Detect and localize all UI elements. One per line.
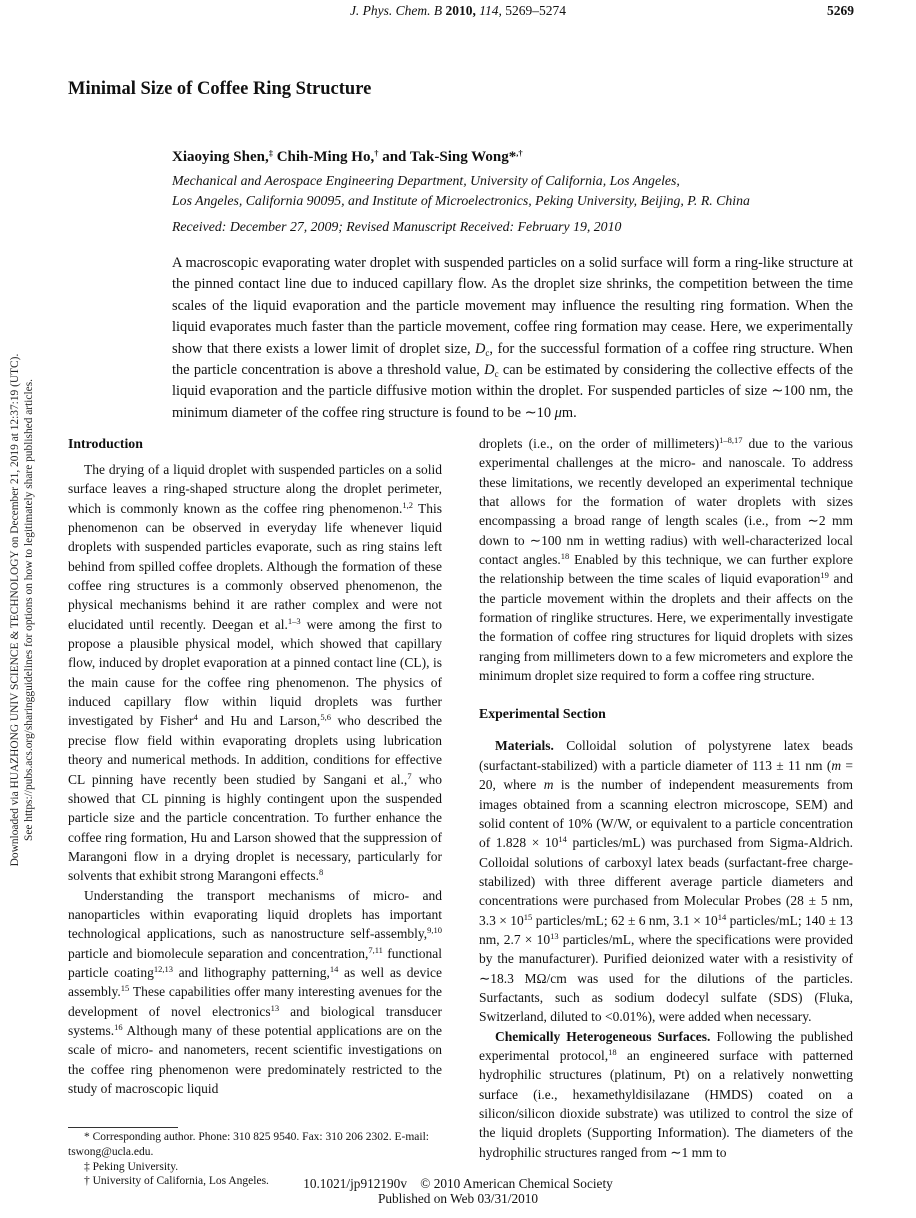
superscript: 5,6 — [320, 712, 331, 723]
watermark-line: Downloaded via HUAZHONG UNIV SCIENCE & TECHNOLOGY on December 21, 2019 at 12:37:19 (UTC). — [9, 353, 21, 867]
bold-run-in-heading: Materials. — [495, 738, 554, 754]
journal-pages: 5269–5274 — [505, 3, 567, 18]
footnote: * Corresponding author. Phone: 310 825 9540. Fax: 310 206 2302. E-mail: tswong@ucla.edu. — [68, 1131, 429, 1158]
copyright: © 2010 American Chemical Society — [420, 1176, 613, 1191]
bold-run-in-heading: Chemically Heterogeneous Surfaces. — [495, 1028, 711, 1044]
download-watermark — [8, 300, 36, 920]
superscript: † — [374, 148, 379, 158]
superscript: 1,2 — [402, 499, 414, 510]
superscript: 7,11 — [368, 944, 383, 955]
superscript: 1–8,17 — [719, 435, 743, 445]
author-list: Xiaoying Shen,‡ Chih-Ming Ho,† and Tak-Sing Wong*,† — [172, 148, 523, 165]
footnote: ‡ Peking University. — [84, 1160, 179, 1173]
running-head — [0, 3, 916, 19]
superscript: 9,10 — [427, 925, 442, 936]
italic-text: D — [484, 362, 495, 379]
footnote-rule — [68, 1127, 178, 1128]
received-dates: Received: December 27, 2009; Revised Manuscript Received: February 19, 2010 — [172, 219, 622, 234]
superscript: 14 — [558, 834, 567, 845]
section-heading-experimental: Experimental Section — [479, 706, 606, 722]
italic-text: D — [475, 340, 486, 357]
italic-text: μ — [554, 404, 562, 421]
superscript: 18 — [608, 1046, 617, 1057]
journal-name: J. Phys. Chem. B — [349, 3, 443, 18]
superscript: 8 — [318, 867, 324, 878]
paragraph: Understanding the transport mechanisms of micro- and nanoparticles within evaporating liquid droplets has important technological applications, such as nanostructure self-assembly,$^{9,10}$ particle and biomolecule separation and concentration,$^{7,11}$ functional particle coating$^{12,13}$ and lithography patterning,$^{14}$ as well as device assembly.$^{15}$ These capabilities offer many interesting avenues for the development of novel electronics$^{13}$ and biological transducer systems.$^{16}$ Although many of these potential applications are on the scale of micro- and nanometers, recent scientific investigations on the coffee ring phenomenon were predominately restricted to the study of macroscopic liquid — [68, 887, 443, 1096]
abstract: A macroscopic evaporating water droplet with suspended particles on a solid surface will form a ring-like structure at the pinned contact line due to induced capillary flow. As the droplet size shrinks, the competition between the time scales of the liquid evaporation and the particle movement may influence the resulting ring formation. When the liquid evaporates much faster than the particle movement, coffee ring formation may cease. Here, we experimentally show that there exists a lower limit of droplet size, $D_c$, for the successful formation of a coffee ring structure. When the particle concentration is above a threshold value, $D_c$ can be estimated by considering the collective effects of the liquid evaporation and the particle diffusive motion within the droplet. For suspended particles of size ∼100 nm, the minimum diameter of the coffee ring structure is found to be ∼10 μm. — [172, 255, 854, 421]
affiliation-line: Los Angeles, California 90095, and Institute of Microelectronics, Peking University, Beijing, P. R. China — [172, 193, 750, 208]
paragraph: The drying of a liquid droplet with suspended particles on a solid surface leaves a ring-shaped structure along the droplet perimeter, which is commonly known as the coffee ring phenomenon.$^{1,2}$ This phenomenon can be observed in everyday life whenever liquid droplets with suspended particles evaporate, such as ring stains left behind from spilled coffee droplets. Although the formation of these coffee ring structures is a commonly observed phenomenon, the physical mechanisms behind it are rather complex and were not elucidated until recently. Deegan et al.$^{1-3}$ were among the first to propose a plausible physical model, which showed that capillary flow, induced by droplet evaporation at a pinned contact line (CL), is the main cause for the coffee ring phenomenon. The physics of induced capillary flow within liquid droplets was further investigated by Fisher$^4$ and Hu and Larson,$^{5,6}$ who described the precise flow field within evaporating droplets using lubrication theory and numerical methods. In addition, conditions for effective CL pinning have recently been studied by Sangani et al.,$^7$ who showed that CL pinning is highly contingent upon the suspended particle size and the particle concentration. To further enhance the coffee ring formation, Hu and Larson showed that the suppression of Marangoni flow in a drying droplet is necessary, particularly for solvents that exhibit strong Marangoni effects.$^8$ — [68, 462, 443, 884]
superscript: 14 — [329, 963, 339, 974]
affiliation-line: Mechanical and Aerospace Engineering Department, University of California, Los Angeles, — [172, 173, 680, 188]
superscript: 15 — [523, 911, 533, 922]
paragraph: Chemically Heterogeneous Surfaces. Following the published experimental protocol,$^{18}$ an engineered surface with patterned hydrophilic structures (platinum, Pt) on a relatively nonwetting surface (i.e., hexamethyldisilazane (HMDS) coated on a silicon/silicon dioxide substrate) was utilized to control the size of the liquid droplets (Supporting Information). The diameters of the hydrophilic structures ranged from ∼1 mm to — [479, 1028, 853, 1160]
right-column — [479, 434, 853, 1162]
italic-text: m — [831, 757, 842, 773]
superscript: ‡ — [268, 148, 273, 158]
superscript: ,† — [516, 148, 523, 158]
footnote: † University of California, Los Angeles. — [84, 1175, 269, 1188]
article-title: Minimal Size of Coffee Ring Structure — [68, 79, 372, 99]
italic-text: m — [543, 777, 554, 793]
section-heading-introduction: Introduction — [68, 436, 143, 451]
page-number: 5269 — [827, 3, 854, 18]
publication-info — [0, 1176, 916, 1206]
superscript: 13 — [270, 1002, 280, 1013]
doi: 10.1021/jp912190v — [303, 1176, 407, 1191]
superscript: 7 — [407, 770, 412, 781]
paragraph: Materials. Colloidal solution of polystyrene latex beads (surfactant-stabilized) with a particle diameter of 113 ± 11 nm (m = 20, where m is the number of independent measurements from images obtained from a scanning electron microscope, SEM) and solid content of 10% (W/W, or equivalent to a particle concentration of $1.828 \times 10^{14}$ particles/mL) was purchased from Sigma-Aldrich. Colloidal solutions of carboxyl latex beads (surfactant-free charge-stabilized) with three different average particle diameters and concentrations were purchased from Molecular Probes (28 ± 5 nm, $3.3 \times 10^{15}$ particles/mL; 62 ± 6 nm, $3.1 \times 10^{14}$ particles/mL; 140 ± 13 nm, $2.7 \times 10^{13}$ particles/mL, where the specifications were provided by the manufacturer). Purified deionized water with a resistivity of ∼18.3 MΩ/cm was used for the dilutions of the particles. Surfactants, such as sodium dodecyl sulfate (SDS) (Fluka, Switzerland, diluted to <0.01%), were added when necessary. — [479, 738, 854, 1025]
subscript: c — [485, 347, 490, 358]
superscript: 18 — [560, 551, 570, 562]
superscript: 1–3 — [287, 615, 301, 626]
left-column — [68, 434, 442, 1098]
affiliation — [172, 171, 750, 211]
paragraph: droplets (i.e., on the order of millimeters)$^{1-8,17}$ due to the various experimental challenges at the micro- and nanoscale. To address these limitations, we recently developed an experimental technique that allows for the formation of water droplets with sizes encompassing a broad range of length scales (i.e., from ∼2 mm down to ∼100 nm in wetting radius) with well-characterized local contact angles.$^{18}$ Enabled by this technique, we can further explore the relationship between the time scales of liquid evaporation$^{19}$ and the particle movement within the droplets and their affects on the formation of ringlike structures. Here, we experimentally investigate the formation of coffee ring structures for liquid droplets with sizes ranging from millimeters down to a few micrometers and explore the minimum droplet size required to form a coffee ring structure. — [479, 435, 853, 684]
watermark-line: See https://pubs.acs.org/sharingguidelines for options on how to legitimately share published articles. — [23, 379, 35, 841]
superscript: 12,13 — [153, 963, 174, 974]
superscript: 4 — [193, 712, 198, 723]
superscript: 16 — [114, 1021, 123, 1032]
superscript: 19 — [820, 570, 829, 581]
superscript: 15 — [120, 983, 130, 994]
superscript: 14 — [717, 911, 727, 922]
subscript: c — [494, 369, 499, 380]
journal-volume: 114, — [479, 3, 502, 18]
superscript: 13 — [550, 930, 559, 941]
published-date: Published on Web 03/31/2010 — [377, 1191, 539, 1206]
journal-year: 2010, — [445, 3, 476, 18]
